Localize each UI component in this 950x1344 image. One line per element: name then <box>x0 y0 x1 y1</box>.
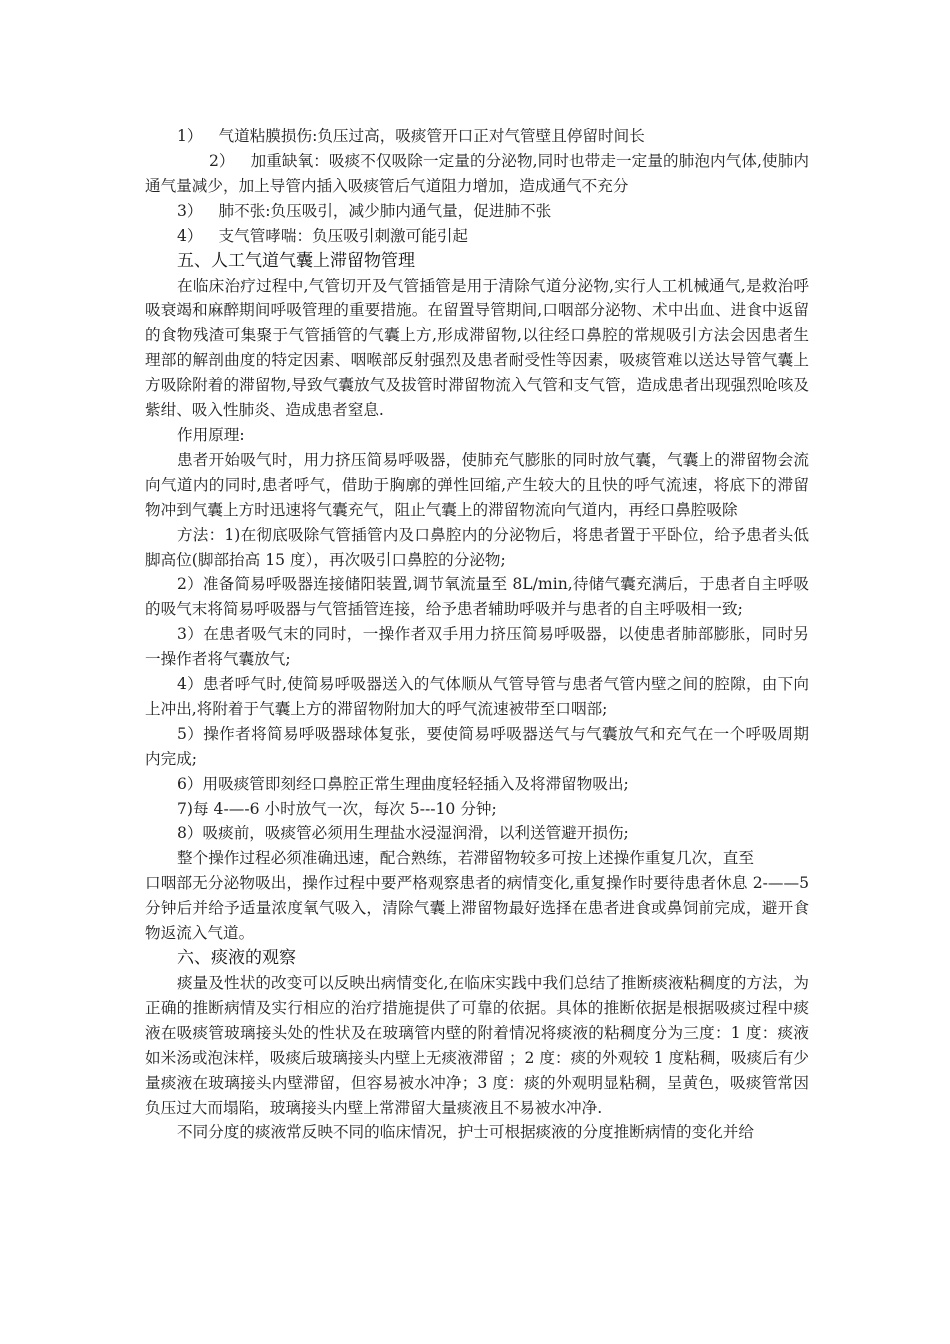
section-heading-6: 六、痰液的观察 <box>177 948 296 968</box>
method-step: 5）操作者将简易呼吸器球体复张，要使简易呼吸器送气与气囊放气和充气在一个呼吸周期内完成; <box>145 724 809 768</box>
paragraph-principle-label: 作用原理: <box>177 425 245 444</box>
list-text: 支气管哮喘：负压吸引刺激可能引起 <box>218 226 469 245</box>
paragraph-intro: 在临床治疗过程中,气管切开及气管插管是用于清除气道分泌物,实行人工机械通气,是救治呼吸衰竭和麻醉期间呼吸管理的重要措施。在留置导管期间,口咽部分泌物、术中出血、进食中返留的食物残渣可集聚于气管插管的气囊上方,形成滞留物,以往经口鼻腔的常规吸引方法会因患者生理部的解剖曲度的特定因素、咽喉部反射强烈及患者耐受性等因素，吸痰管难以送达导管气囊上方吸除附着的滞留物,导致气囊放气及拔管时滞留物流入气管和支气管，造成患者出现强烈呛咳及紫绀、吸入性肺炎、造成患者窒息. <box>145 276 809 420</box>
section-heading-5: 五、人工气道气囊上滞留物管理 <box>177 250 415 271</box>
list-text: 气道粘膜损伤:负压过高，吸痰管开口正对气管壁且停留时间长 <box>218 127 645 145</box>
list-item <box>145 224 809 249</box>
paragraph-sputum-clinical: 不同分度的痰液常反映不同的临床情况，护士可根据痰液的分度推断病情的变化并给 <box>177 1123 754 1142</box>
list-item <box>145 149 809 199</box>
list-number: 4） <box>177 226 203 245</box>
method-step: 2）准备简易呼吸器连接储阳装置,调节氧流量至 8L/min,待储气囊充满后，于患者自主呼吸的吸气末将简易呼吸器与气管插管连接，给予患者辅助呼吸并与患者的自主呼吸相一致; <box>145 575 809 619</box>
list-number: 2） <box>209 151 235 170</box>
method-step: 方法：1)在彻底吸除气管插管内及口鼻腔内的分泌物后，将患者置于平卧位，给予患者头低脚高位(脚部抬高 15 度），再次吸引口鼻腔的分泌物; <box>145 525 809 569</box>
method-step: 6）用吸痰管即刻经口鼻腔正常生理曲度轻轻插入及将滞留物吸出; <box>177 774 629 793</box>
paragraph-principle: 患者开始吸气时，用力挤压简易呼吸器，使肺充气膨胀的同时放气囊，气囊上的滞留物会流向气道内的同时,患者呼气，借助于胸廓的弹性回缩,产生较大的且快的呼气流速，将底下的滞留物冲到气囊上方时迅速将气囊充气，阻止气囊上的滞留物流向气道内，再经口鼻腔吸除 <box>145 450 809 519</box>
method-step: 8）吸痰前，吸痰管必须用生理盐水浸湿润滑，以利送管避开损伤; <box>177 824 629 843</box>
list-number: 3） <box>177 201 203 220</box>
method-step: 3）在患者吸气末的同时，一操作者双手用力挤压简易呼吸器，以使患者肺部膨胀，同时另一操作者将气囊放气; <box>145 625 809 669</box>
paragraph-closing-line2: 口咽部无分泌物吸出，操作过程中要严格观察患者的病情变化,重复操作时要待患者休息 2-——5 分钟后并给予适量浓度氧气吸入，清除气囊上滞留物最好选择在患者进食或鼻饲前完成，避开食物返流入气道。 <box>145 874 809 943</box>
document-page <box>145 124 809 1145</box>
list-text: 肺不张:负压吸引，减少肺内通气量，促进肺不张 <box>218 201 552 220</box>
method-step: 7)每 4-—-6 小时放气一次，每次 5---10 分钟; <box>177 799 497 818</box>
method-step: 4）患者呼气时,使简易呼吸器送入的气体顺从气管导管与患者气管内壁之间的腔隙，由下向上冲出,将附着于气囊上方的滞留物附加大的呼气流速被带至口咽部; <box>145 675 809 718</box>
list-number: 1） <box>177 127 203 145</box>
paragraph-closing-line1: 整个操作过程必须准确迅速，配合熟练，若滞留物较多可按上述操作重复几次，直至 <box>177 849 754 868</box>
paragraph-sputum-grading: 痰量及性状的改变可以反映出病情变化,在临床实践中我们总结了推断痰液粘稠度的方法，为正确的推断病情及实行相应的治疗措施提供了可靠的依据。具体的推断依据是根据吸痰过程中痰液在吸痰管玻璃接头处的性状及在玻璃管内壁的附着情况将痰液的粘稠度分为三度：1 度：痰液如米汤或泡沫样，吸痰后玻璃接头内壁上无痰液滞留 ；2 度：痰的外观较 1 度粘稠，吸痰后有少量痰液在玻璃接头内壁滞留，但容易被水冲净；3 度：痰的外观明显粘稠，呈黄色，吸痰管常因负压过大而塌陷，玻璃接头内壁上常滞留大量痰液且不易被水冲净. <box>145 974 809 1117</box>
list-item <box>145 124 809 149</box>
list-text: 加重缺氧：吸痰不仅吸除一定量的分泌物,同时也带走一定量的肺泡内气体,使肺内通气量减少，加上导管内插入吸痰管后气道阻力增加，造成通气不充分 <box>145 151 809 195</box>
list-item <box>145 199 809 224</box>
